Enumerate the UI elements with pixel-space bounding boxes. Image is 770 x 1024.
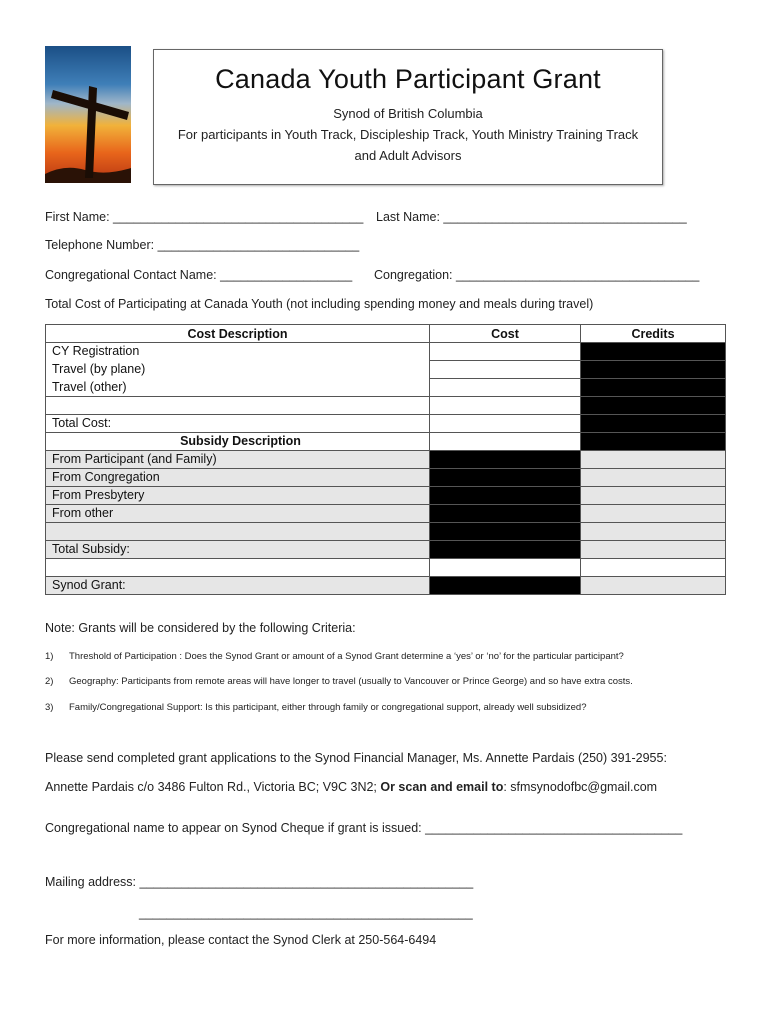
criteria-number: 2) [45, 676, 54, 687]
criteria-item-2 [45, 676, 745, 690]
criteria-number: 1) [45, 651, 54, 662]
header-cost: Cost [430, 325, 581, 343]
table-row [46, 451, 726, 469]
header-credits: Credits [581, 325, 726, 343]
email-address[interactable]: : sfmsynodofbc@gmail.com [503, 780, 658, 794]
cross-icon [45, 46, 131, 183]
cost-row-label: CY Registration [46, 343, 430, 361]
mailing-address-field-2[interactable]: ________________________________________________ [139, 906, 473, 920]
subtitle-line-2: For participants in Youth Track, Discipleship Track, Youth Ministry Training Track [177, 127, 639, 142]
blank-row-label [46, 559, 430, 577]
criteria-item-1 [45, 651, 745, 665]
last-name-field[interactable]: Last Name: ___________________________________ [376, 210, 687, 224]
congregation-field[interactable]: Congregation: ___________________________________ [374, 268, 700, 282]
synod-grant-label: Synod Grant: [46, 577, 430, 595]
table-row [46, 397, 726, 415]
credits-cell[interactable] [581, 469, 726, 487]
total-cost-label: Total Cost: [46, 415, 430, 433]
subsidy-description-header: Subsidy Description [46, 433, 430, 451]
cost-row-label: Travel (by plane) [46, 361, 430, 379]
credits-cell-blocked [581, 415, 726, 433]
table-row [46, 415, 726, 433]
criteria-text: Threshold of Participation : Does the Synod Grant or amount of a Synod Grant determine a ‘yes’ or ‘no’ for the particular participant? [69, 651, 624, 662]
mailing-address-field[interactable]: Mailing address: ________________________________________________ [45, 875, 474, 889]
cost-cell-blocked [430, 469, 581, 487]
scan-email-label: Or scan and email to [380, 780, 504, 794]
subsidy-row-label: From Participant (and Family) [46, 451, 430, 469]
cheque-name-field[interactable]: Congregational name to appear on Synod Cheque if grant is issued: _____________________________________ [45, 821, 683, 835]
credits-cell-blocked [581, 379, 726, 397]
blank-cell [430, 559, 581, 577]
cost-cell[interactable] [430, 397, 581, 415]
total-cost-cell[interactable] [430, 415, 581, 433]
credits-cell[interactable] [581, 451, 726, 469]
credits-cell[interactable] [581, 523, 726, 541]
credits-cell[interactable] [581, 505, 726, 523]
table-row [46, 361, 726, 379]
table-row [46, 433, 726, 451]
criteria-text: Geography: Participants from remote areas will have longer to travel (usually to Vancouver or Prince George) and so have extra costs. [69, 676, 633, 687]
cost-cell-blocked [430, 487, 581, 505]
table-row [46, 379, 726, 397]
address-line [45, 780, 657, 794]
synod-grant-cell[interactable] [581, 577, 726, 595]
telephone-field[interactable]: Telephone Number: _____________________________ [45, 238, 360, 252]
more-info: For more information, please contact the Synod Clerk at 250-564-6494 [45, 933, 437, 947]
credits-cell-blocked [581, 433, 726, 451]
subsidy-row-label [46, 523, 430, 541]
table-row [46, 541, 726, 559]
cost-table [45, 324, 726, 595]
cost-row-label [46, 397, 430, 415]
table-row [46, 505, 726, 523]
total-subsidy-cell[interactable] [581, 541, 726, 559]
address-text: Annette Pardais c/o 3486 Fulton Rd., Victoria BC; V9C 3N2; [45, 780, 381, 794]
cost-cell[interactable] [430, 361, 581, 379]
table-row [46, 343, 726, 361]
cross-logo [45, 46, 131, 183]
cost-cell[interactable] [430, 343, 581, 361]
cost-cell-blocked [430, 523, 581, 541]
table-row [46, 559, 726, 577]
table-row [46, 487, 726, 505]
subsidy-row-label: From Congregation [46, 469, 430, 487]
title-box [153, 49, 663, 185]
cost-cell [430, 433, 581, 451]
subtitle-line-1: Synod of British Columbia [333, 106, 483, 121]
subsidy-row-label: From other [46, 505, 430, 523]
header-cost-description: Cost Description [46, 325, 430, 343]
blank-cell [581, 559, 726, 577]
table-row [46, 469, 726, 487]
credits-cell-blocked [581, 343, 726, 361]
credits-cell-blocked [581, 361, 726, 379]
cost-cell-blocked [430, 577, 581, 595]
total-cost-intro: Total Cost of Participating at Canada Youth (not including spending money and meals during travel) [45, 297, 594, 311]
cost-row-label: Travel (other) [46, 379, 430, 397]
first-name-field[interactable]: First Name: ____________________________________ [45, 210, 364, 224]
criteria-number: 3) [45, 702, 54, 713]
cost-cell-blocked [430, 451, 581, 469]
criteria-text: Family/Congregational Support: Is this participant, either through family or congregational support, already well subsidized? [69, 702, 587, 713]
criteria-item-3 [45, 702, 745, 716]
table-row [46, 523, 726, 541]
table-row [46, 577, 726, 595]
cost-cell[interactable] [430, 379, 581, 397]
cost-cell-blocked [430, 541, 581, 559]
send-instructions: Please send completed grant applications to the Synod Financial Manager, Ms. Annette Pardais (250) 391-2955: [45, 751, 667, 765]
subsidy-row-label: From Presbytery [46, 487, 430, 505]
page-title: Canada Youth Participant Grant [215, 64, 601, 94]
subtitle [154, 103, 662, 166]
total-subsidy-label: Total Subsidy: [46, 541, 430, 559]
table-header-row [46, 325, 726, 343]
credits-cell-blocked [581, 397, 726, 415]
contact-name-field[interactable]: Congregational Contact Name: ___________________ [45, 268, 353, 282]
credits-cell[interactable] [581, 487, 726, 505]
criteria-note: Note: Grants will be considered by the following Criteria: [45, 621, 356, 635]
subtitle-line-3: and Adult Advisors [354, 148, 462, 163]
cost-cell-blocked [430, 505, 581, 523]
